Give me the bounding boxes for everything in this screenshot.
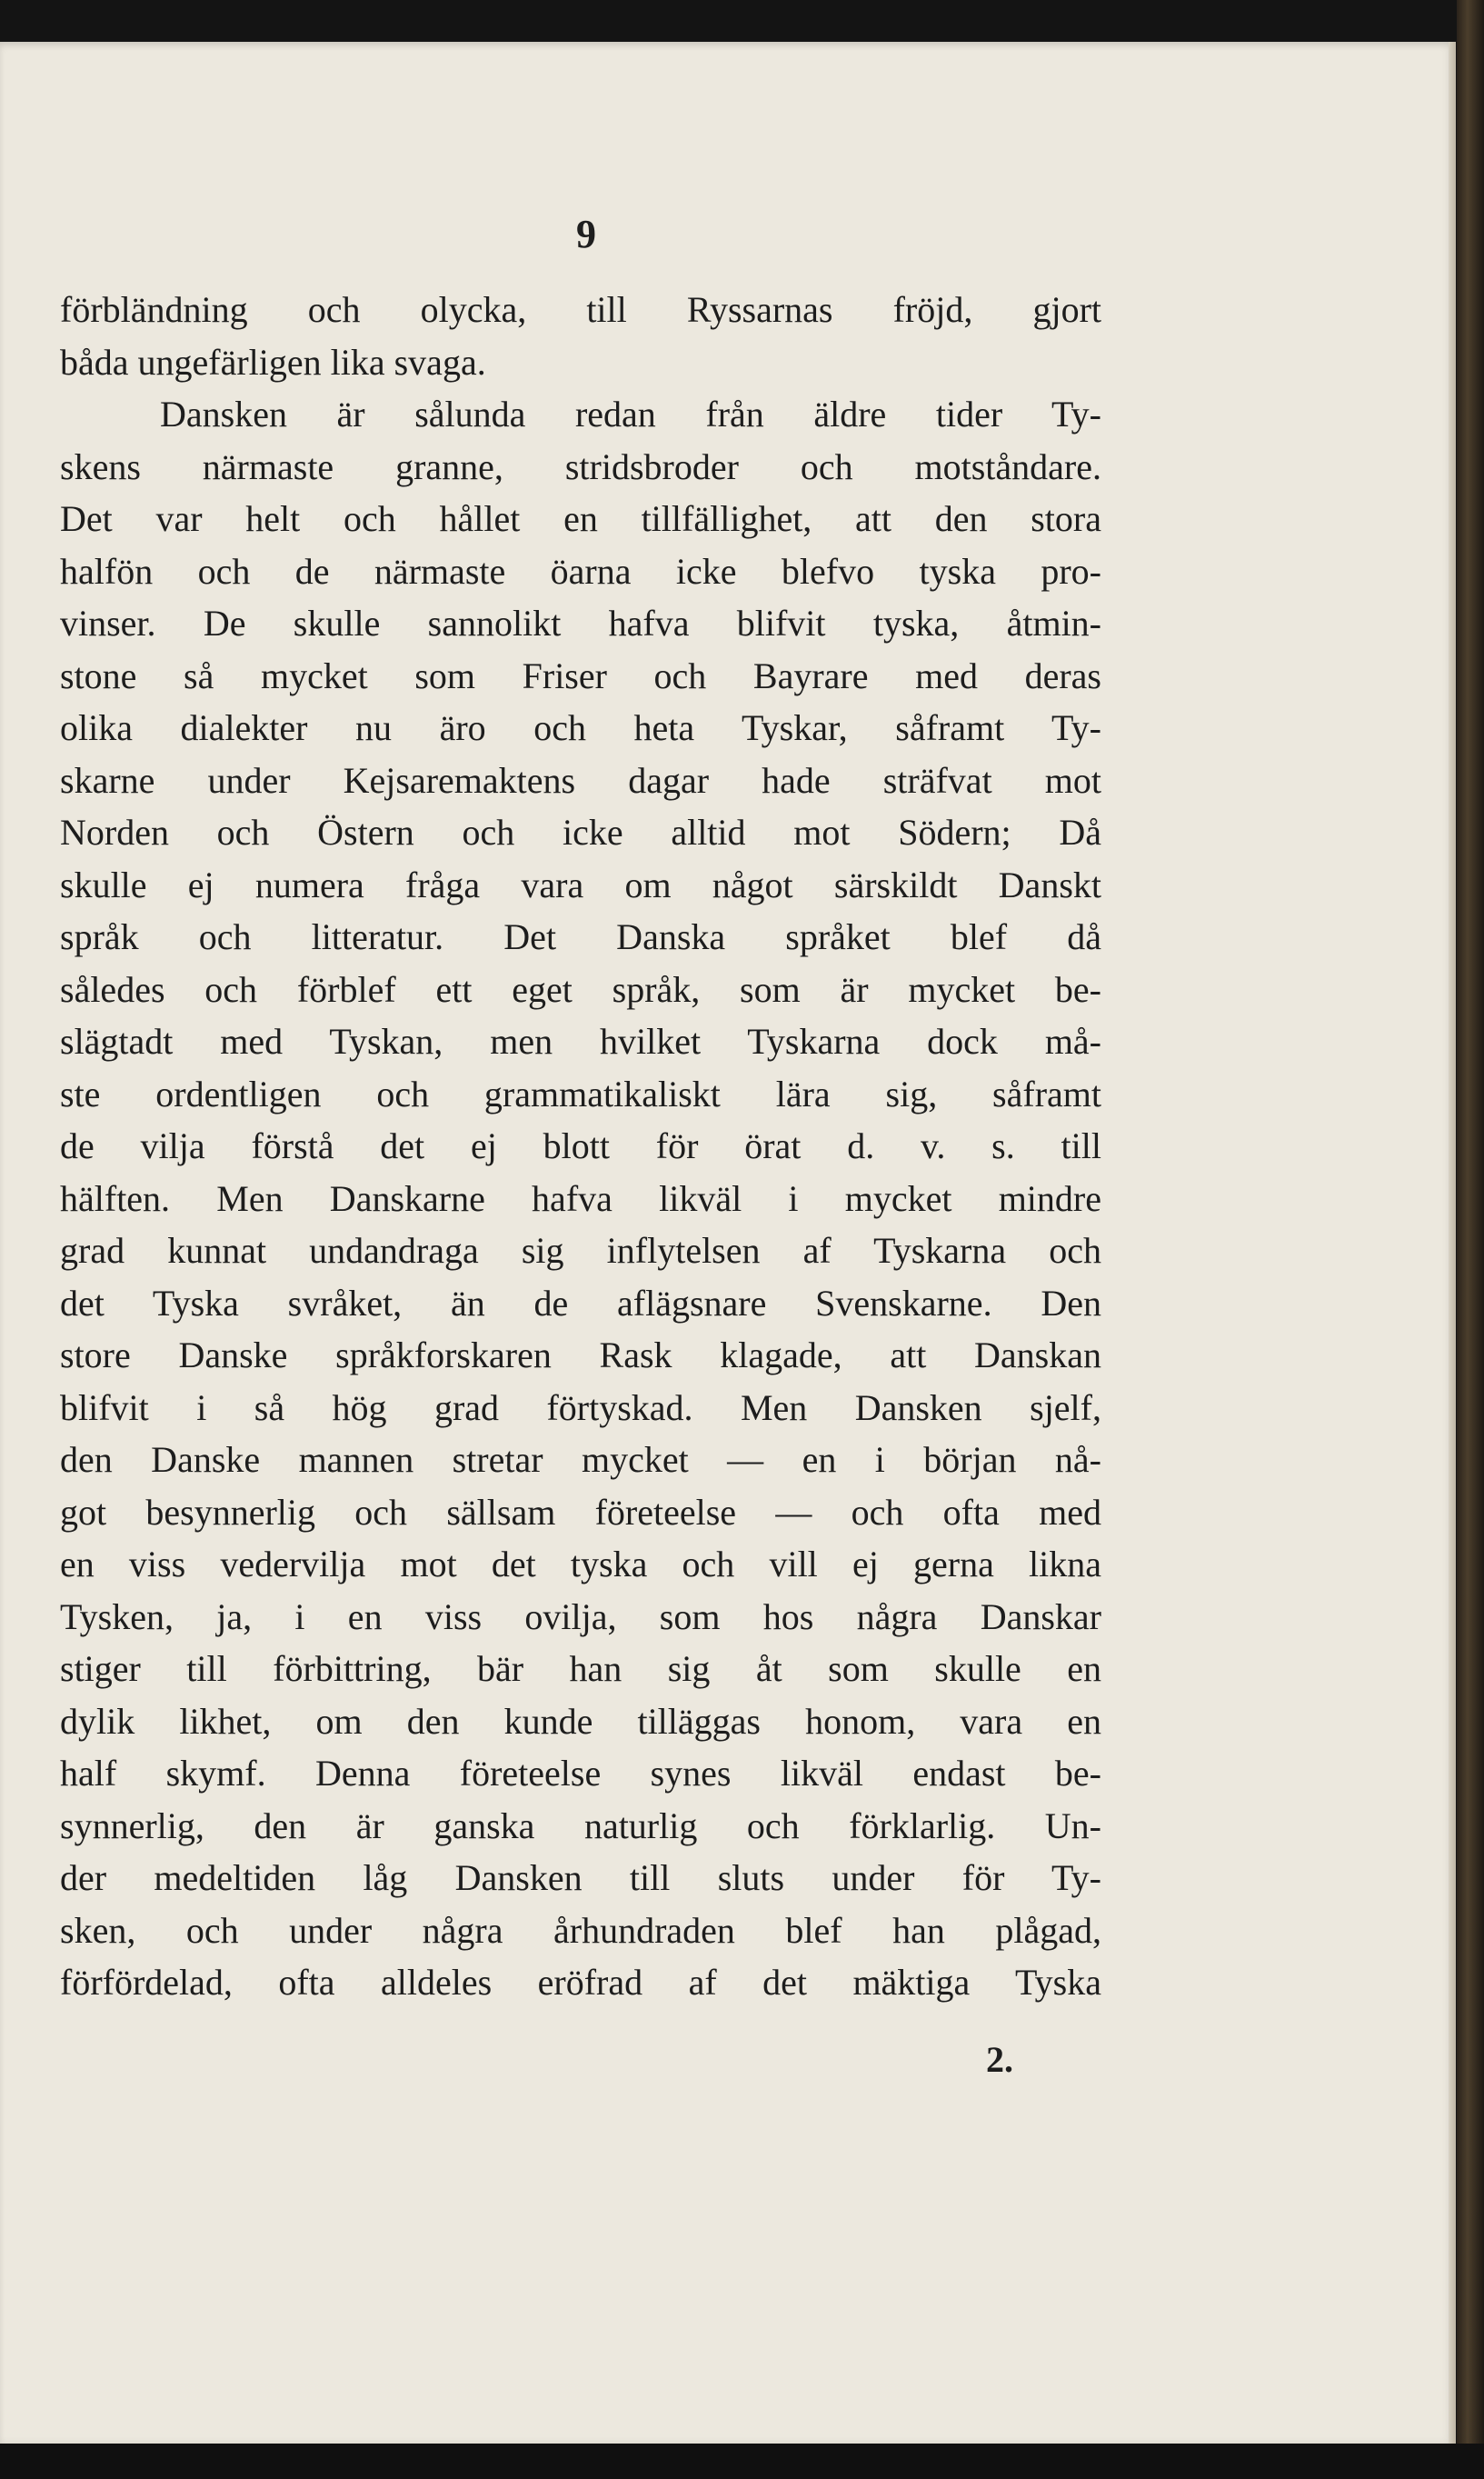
scan-border-top — [0, 0, 1484, 44]
text-line: half skymf. Denna företeelse synes likväl endast be- — [60, 1753, 1101, 1794]
scan-border-bottom — [0, 2444, 1484, 2479]
text-line: förbländning och olycka, till Ryssarnas fröjd, gjort — [60, 289, 1101, 330]
text-line: vinser. De skulle sannolikt hafva blifvit tyska, åtmin- — [60, 603, 1101, 644]
text-line: stiger till förbittring, bär han sig åt som skulle en — [60, 1648, 1101, 1689]
text-line: halfön och de närmaste öarna icke blefvo tyska pro- — [60, 550, 1101, 592]
text-line: förfördelad, ofta alldeles eröfrad af det mäktiga Tyska — [60, 1962, 1101, 2003]
text-line: en viss vedervilja mot det tyska och vill ej gerna likna — [60, 1544, 1101, 1584]
text-line: den Danske mannen stretar mycket — en i början nå- — [60, 1439, 1101, 1480]
text-line: Norden och Östern och icke alltid mot Södern; Då — [60, 812, 1101, 853]
text-line: der medeltiden låg Dansken till sluts under för Ty- — [60, 1857, 1101, 1898]
text-line: stone så mycket som Friser och Bayrare med deras — [60, 655, 1101, 696]
text-line: Det var helt och hållet en tillfällighet, att den stora — [60, 498, 1101, 539]
text-line: synnerlig, den är ganska naturlig och förklarlig. Un- — [60, 1804, 1101, 1846]
text-line: skulle ej numera fråga vara om något särskildt Danskt — [60, 864, 1101, 905]
body-text — [60, 284, 1101, 2009]
text-line: grad kunnat undandraga sig inflytelsen af Tyskarna och — [60, 1230, 1101, 1271]
text-line: det Tyska svråket, än de aflägsnare Svenskarne. Den — [60, 1282, 1101, 1324]
text-line: skens närmaste granne, stridsbroder och motståndare. — [60, 445, 1101, 487]
page-edge — [1449, 42, 1456, 2445]
text-line: store Danske språkforskaren Rask klagade, att Danskan — [60, 1334, 1101, 1375]
text-line: blifvit i så hög grad förtyskad. Men Dansken sjelf, — [60, 1386, 1101, 1428]
text-line: sken, och under några århundraden blef han plågad, — [60, 1909, 1101, 1951]
text-line: således och förblef ett eget språk, som är mycket be- — [60, 968, 1101, 1010]
text-line: olika dialekter nu äro och heta Tyskar, såframt Ty- — [60, 707, 1101, 748]
book-spine-edge — [1457, 0, 1484, 2479]
text-line: båda ungefärligen lika svaga. — [60, 341, 486, 383]
text-line: Dansken är sålunda redan från äldre tider Ty- — [160, 394, 1101, 435]
text-line: hälften. Men Danskarne hafva likväl i mycket mindre — [60, 1177, 1101, 1219]
signature-mark: 2. — [986, 2039, 1013, 2080]
text-line: dylik likhet, om den kunde tilläggas honom, vara en — [60, 1700, 1101, 1742]
text-line: skarne under Kejsaremaktens dagar hade sträfvat mot — [60, 759, 1101, 801]
text-line: ste ordentligen och grammatikaliskt lära sig, såframt — [60, 1073, 1101, 1115]
text-line: slägtadt med Tyskan, men hvilket Tyskarna dock må- — [60, 1021, 1101, 1062]
page-number: 9 — [576, 212, 596, 256]
text-line: de vilja förstå det ej blott för örat d. v. s. till — [60, 1125, 1101, 1166]
text-line: got besynnerlig och sällsam företeelse — och ofta med — [60, 1491, 1101, 1533]
text-line: språk och litteratur. Det Danska språket blef då — [60, 916, 1101, 957]
text-line: Tysken, ja, i en viss ovilja, som hos några Danskar — [60, 1595, 1101, 1637]
